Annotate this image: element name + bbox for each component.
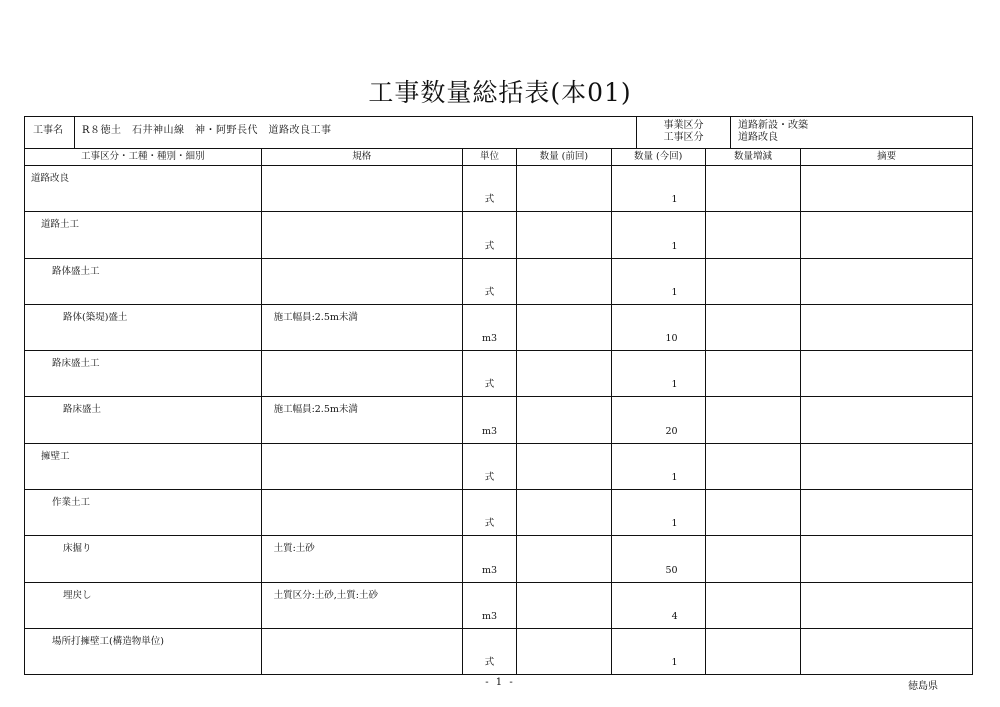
table-row — [25, 397, 972, 443]
item-spec — [262, 259, 464, 304]
item-unit — [463, 444, 517, 489]
item-qty-now — [612, 629, 706, 674]
item-remarks — [801, 444, 972, 489]
project-info-row — [25, 117, 972, 149]
table-body — [25, 166, 972, 674]
item-qty-prev — [517, 305, 612, 350]
item-unit — [463, 629, 517, 674]
item-spec — [262, 629, 464, 674]
item-name: 場所打擁壁工(構造物単位) — [25, 629, 262, 674]
summary-table — [24, 116, 973, 675]
business-class-label: 事業区分 — [663, 120, 704, 131]
item-spec — [262, 490, 464, 535]
table-row — [25, 166, 972, 212]
item-name: 道路土工 — [25, 212, 262, 257]
page-number: - 1 - — [485, 677, 515, 688]
item-unit-text: 式 — [484, 240, 495, 252]
item-name: 路体盛土工 — [25, 259, 262, 304]
table-row — [25, 259, 972, 305]
header-category: 工事区分・工種・種別・細別 — [25, 149, 262, 165]
item-qty-prev — [517, 536, 612, 581]
item-name: 擁壁工 — [25, 444, 262, 489]
item-qty-prev — [517, 259, 612, 304]
item-qty-diff — [706, 397, 802, 442]
page-title: 工事数量総括表(本01) — [368, 78, 632, 107]
header-qty-diff: 数量増減 — [706, 149, 802, 165]
project-name-label: 工事名 — [25, 117, 75, 148]
item-name: 路体(築堤)盛土 — [25, 305, 262, 350]
work-class-label: 工事区分 — [663, 132, 704, 143]
item-unit — [463, 305, 517, 350]
item-remarks — [801, 305, 972, 350]
item-qty-now — [612, 397, 706, 442]
work-class-value: 道路改良 — [738, 132, 778, 143]
item-qty-prev — [517, 629, 612, 674]
header-qty-now: 数量 (今回) — [612, 149, 706, 165]
item-unit — [463, 536, 517, 581]
table-row — [25, 583, 972, 629]
item-unit-text: 式 — [484, 657, 495, 669]
item-spec: 土質区分:土砂,土質:土砂 — [262, 583, 464, 628]
project-name: R８徳土 石井神山線 神・阿野長代 道路改良工事 — [75, 117, 637, 148]
item-qty-diff — [706, 490, 802, 535]
classification-labels — [637, 117, 731, 148]
item-name: 路床盛土 — [25, 397, 262, 442]
item-qty-now — [612, 490, 706, 535]
item-spec — [262, 351, 464, 396]
item-spec — [262, 166, 464, 211]
item-qty-prev — [517, 490, 612, 535]
item-qty-now-text: 1 — [671, 657, 678, 669]
item-unit-text: 式 — [484, 286, 495, 298]
item-qty-now — [612, 583, 706, 628]
organization-name: 徳島県 — [908, 681, 938, 692]
item-unit-text: 式 — [484, 518, 495, 530]
item-qty-now-text: 1 — [671, 379, 678, 391]
item-name: 作業土工 — [25, 490, 262, 535]
business-class-value: 道路新設・改築 — [738, 120, 808, 131]
table-row — [25, 212, 972, 258]
item-qty-now — [612, 259, 706, 304]
header-spec: 規格 — [262, 149, 464, 165]
item-qty-now — [612, 444, 706, 489]
item-unit — [463, 583, 517, 628]
table-row — [25, 536, 972, 582]
item-qty-now-text: 1 — [671, 518, 678, 530]
item-qty-now — [612, 536, 706, 581]
item-unit-text: m3 — [482, 333, 498, 345]
table-row — [25, 351, 972, 397]
item-unit-text: m3 — [482, 564, 498, 576]
item-spec — [262, 212, 464, 257]
item-qty-now-text: 4 — [671, 610, 678, 622]
item-qty-diff — [706, 351, 802, 396]
item-unit-text: m3 — [482, 610, 498, 622]
item-remarks — [801, 536, 972, 581]
item-remarks — [801, 259, 972, 304]
item-qty-diff — [706, 259, 802, 304]
item-unit — [463, 351, 517, 396]
item-qty-now — [612, 305, 706, 350]
item-qty-now-text: 10 — [665, 333, 678, 345]
header-qty-prev: 数量 (前回) — [517, 149, 612, 165]
classification-values — [731, 117, 974, 148]
item-spec: 施工幅員:2.5m未満 — [262, 397, 464, 442]
item-qty-diff — [706, 444, 802, 489]
item-unit — [463, 212, 517, 257]
item-qty-diff — [706, 305, 802, 350]
item-qty-now-text: 1 — [671, 472, 678, 484]
item-remarks — [801, 212, 972, 257]
item-qty-now-text: 1 — [671, 240, 678, 252]
table-row — [25, 629, 972, 674]
item-qty-prev — [517, 212, 612, 257]
item-qty-now-text: 1 — [671, 194, 678, 206]
item-spec — [262, 444, 464, 489]
item-qty-diff — [706, 583, 802, 628]
table-row — [25, 444, 972, 490]
item-remarks — [801, 397, 972, 442]
item-qty-diff — [706, 166, 802, 211]
item-qty-prev — [517, 166, 612, 211]
item-unit — [463, 490, 517, 535]
item-remarks — [801, 351, 972, 396]
item-qty-now-text: 20 — [665, 425, 678, 437]
item-remarks — [801, 490, 972, 535]
header-remarks: 摘要 — [877, 151, 897, 162]
table-row — [25, 490, 972, 536]
item-unit-text: 式 — [484, 379, 495, 391]
item-qty-prev — [517, 444, 612, 489]
item-name: 埋戻し — [25, 583, 262, 628]
item-remarks — [801, 629, 972, 674]
item-unit — [463, 259, 517, 304]
item-unit — [463, 166, 517, 211]
item-name: 道路改良 — [25, 166, 262, 211]
item-qty-diff — [706, 536, 802, 581]
item-qty-diff — [706, 212, 802, 257]
item-name: 路床盛土工 — [25, 351, 262, 396]
item-qty-now — [612, 166, 706, 211]
table-header — [25, 149, 972, 166]
item-unit — [463, 397, 517, 442]
item-remarks — [801, 166, 972, 211]
item-spec: 土質:土砂 — [262, 536, 464, 581]
item-qty-prev — [517, 583, 612, 628]
item-unit-text: 式 — [484, 472, 495, 484]
header-unit: 単位 — [463, 149, 517, 165]
table-row — [25, 305, 972, 351]
item-spec: 施工幅員:2.5m未満 — [262, 305, 464, 350]
item-name: 床掘り — [25, 536, 262, 581]
item-qty-now — [612, 212, 706, 257]
item-qty-now — [612, 351, 706, 396]
item-remarks — [801, 583, 972, 628]
item-unit-text: m3 — [482, 425, 498, 437]
item-qty-diff — [706, 629, 802, 674]
item-unit-text: 式 — [484, 194, 495, 206]
item-qty-prev — [517, 397, 612, 442]
item-qty-now-text: 50 — [665, 564, 678, 576]
item-qty-now-text: 1 — [671, 286, 678, 298]
item-qty-prev — [517, 351, 612, 396]
